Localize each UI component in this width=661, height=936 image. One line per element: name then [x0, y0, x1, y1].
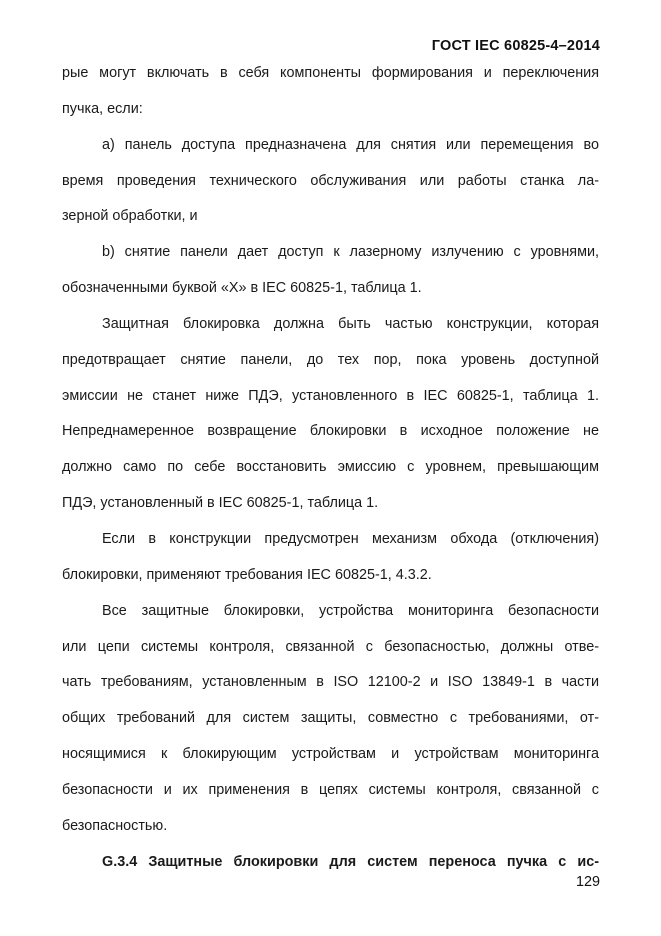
text-line: обозначенными буквой «X» в IEC 60825-1, таблица 1.	[62, 280, 422, 297]
text-line: пучка, если:	[62, 100, 143, 117]
text-line: рые могут включать в себя компоненты формирования и переключения	[62, 65, 599, 81]
document-header: ГОСТ IEC 60825-4–2014	[431, 38, 600, 54]
text-line: Если в конструкции предусмотрен механизм обхода (отключения)	[102, 530, 599, 547]
text-line: эмиссии не станет ниже ПДЭ, установленного в IEC 60825-1, таблица 1.	[62, 387, 599, 404]
text-line: Все защитные блокировки, устройства мониторинга безопасности	[102, 602, 599, 619]
text-line: Защитная блокировка должна быть частью конструкции, которая	[102, 315, 599, 332]
text-line: носящимися к блокирующим устройствам и устройствам мониторинга	[62, 746, 599, 763]
text-line: безопасности и их применения в цепях системы контроля, связанной с	[62, 781, 599, 798]
page-number: 129	[575, 874, 600, 890]
text-line: зерной обработки, и	[62, 208, 198, 225]
text-line: блокировки, применяют требования IEC 60825-1, 4.3.2.	[62, 566, 432, 583]
text-line: чать требованиям, установленным в ISO 12100-2 и ISO 13849-1 в части	[62, 674, 599, 691]
text-line: безопасностью.	[62, 817, 168, 834]
text-line: Непреднамеренное возвращение блокировки в исходное положение не	[62, 423, 599, 440]
text-line: или цепи системы контроля, связанной с безопасностью, должны отве-	[62, 638, 599, 655]
text-line: ПДЭ, установленный в IEC 60825-1, таблица 1.	[62, 495, 379, 512]
body-text	[62, 61, 599, 885]
text-line: время проведения технического обслуживания или работы станка ла-	[62, 172, 599, 189]
text-line: b) снятие панели дает доступ к лазерному излучению с уровнями,	[102, 244, 599, 261]
text-line: a) панель доступа предназначена для снятия или перемещения во	[102, 136, 599, 153]
section-heading-line: G.3.4 Защитные блокировки для систем переноса пучка с ис-	[102, 853, 599, 870]
text-line: предотвращает снятие панели, до тех пор, пока уровень доступной	[62, 351, 599, 368]
text-line: должно само по себе восстановить эмиссию с уровнем, превышающим	[62, 459, 599, 476]
text-line: общих требований для систем защиты, совместно с требованиями, от-	[62, 710, 599, 727]
